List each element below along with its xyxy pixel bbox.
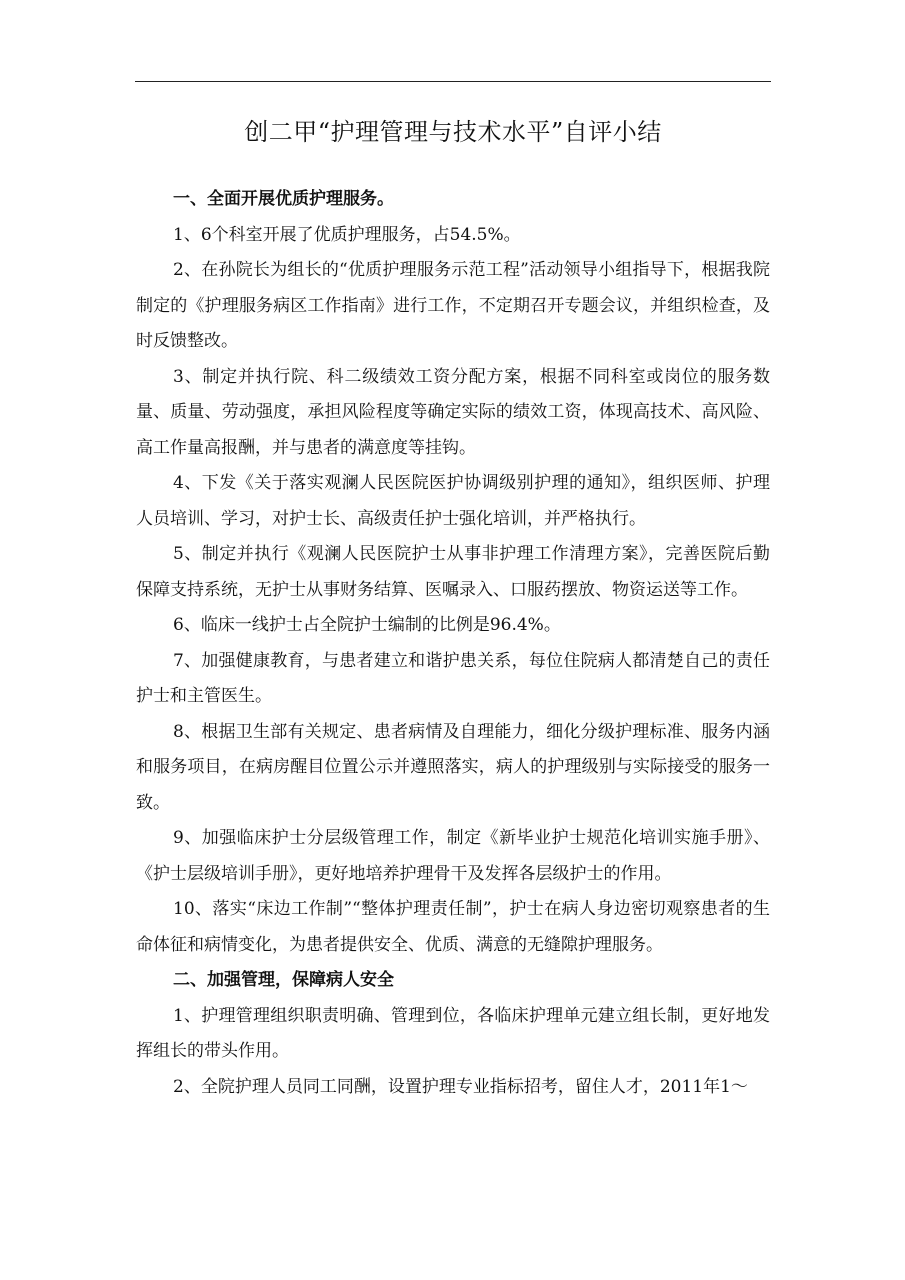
- section-1-item-1: 1、6个科室开展了优质护理服务，占54.5%。: [173, 224, 521, 245]
- header-rule: [135, 81, 771, 82]
- section-1-item-6: 6、临床一线护士占全院护士编制的比例是96.4%。: [173, 615, 561, 635]
- section-1-item-3: 3、制定并执行院、科二级绩效工资分配方案，根据不同科室或岗位的服务数量、质量、劳动强度，承担风险程度等确定实际的绩效工资，体现高技术、高风险、高工作量高报酬，并与患者的满意度等挂钩。: [136, 366, 770, 458]
- document-body: [136, 182, 770, 1105]
- section-1-item-4: 4、下发《关于落实观澜人民医院医护协调级别护理的通知》，组织医师、护理人员培训、学习，对护士长、高级责任护士强化培训，并严格执行。: [136, 473, 770, 529]
- section-1-item-9: 9、加强临床护士分层级管理工作，制定《新毕业护士规范化培训实施手册》、《护士层级培训手册》，更好地培养护理骨干及发挥各层级护士的作用。: [136, 828, 770, 884]
- document-title: 创二甲“护理管理与技术水平”自评小结: [244, 118, 662, 146]
- section-1-item-8: 8、根据卫生部有关规定、患者病情及自理能力，细化分级护理标准、服务内涵和服务项目，在病房醒目位置公示并遵照落实，病人的护理级别与实际接受的服务一致。: [136, 721, 770, 813]
- section-1-item-7: 7、加强健康教育，与患者建立和谐护患关系，每位住院病人都清楚自己的责任护士和主管医生。: [136, 650, 770, 706]
- section-2-item-1: 1、护理管理组织职责明确、管理到位，各临床护理单元建立组长制，更好地发挥组长的带头作用。: [136, 1005, 770, 1061]
- section-1-item-2: 2、在孙院长为组长的“优质护理服务示范工程”活动领导小组指导下，根据我院制定的《护理服务病区工作指南》进行工作，不定期召开专题会议，并组织检查，及时反馈整改。: [136, 260, 770, 351]
- section-2-item-2: 2、全院护理人员同工同酬，设置护理专业指标招考，留住人才，2011年1～: [173, 1076, 748, 1097]
- section-1-item-10: 10、落实“床边工作制”“整体护理责任制”，护士在病人身边密切观察患者的生命体征和病情变化，为患者提供安全、优质、满意的无缝隙护理服务。: [136, 899, 770, 955]
- section-heading-2: 二、加强管理，保障病人安全: [173, 970, 394, 990]
- section-heading-1: 一、全面开展优质护理服务。: [173, 189, 394, 209]
- section-1-item-5: 5、制定并执行《观澜人民医院护士从事非护理工作清理方案》，完善医院后勤保障支持系统，无护士从事财务结算、医嘱录入、口服药摆放、物资运送等工作。: [136, 544, 770, 600]
